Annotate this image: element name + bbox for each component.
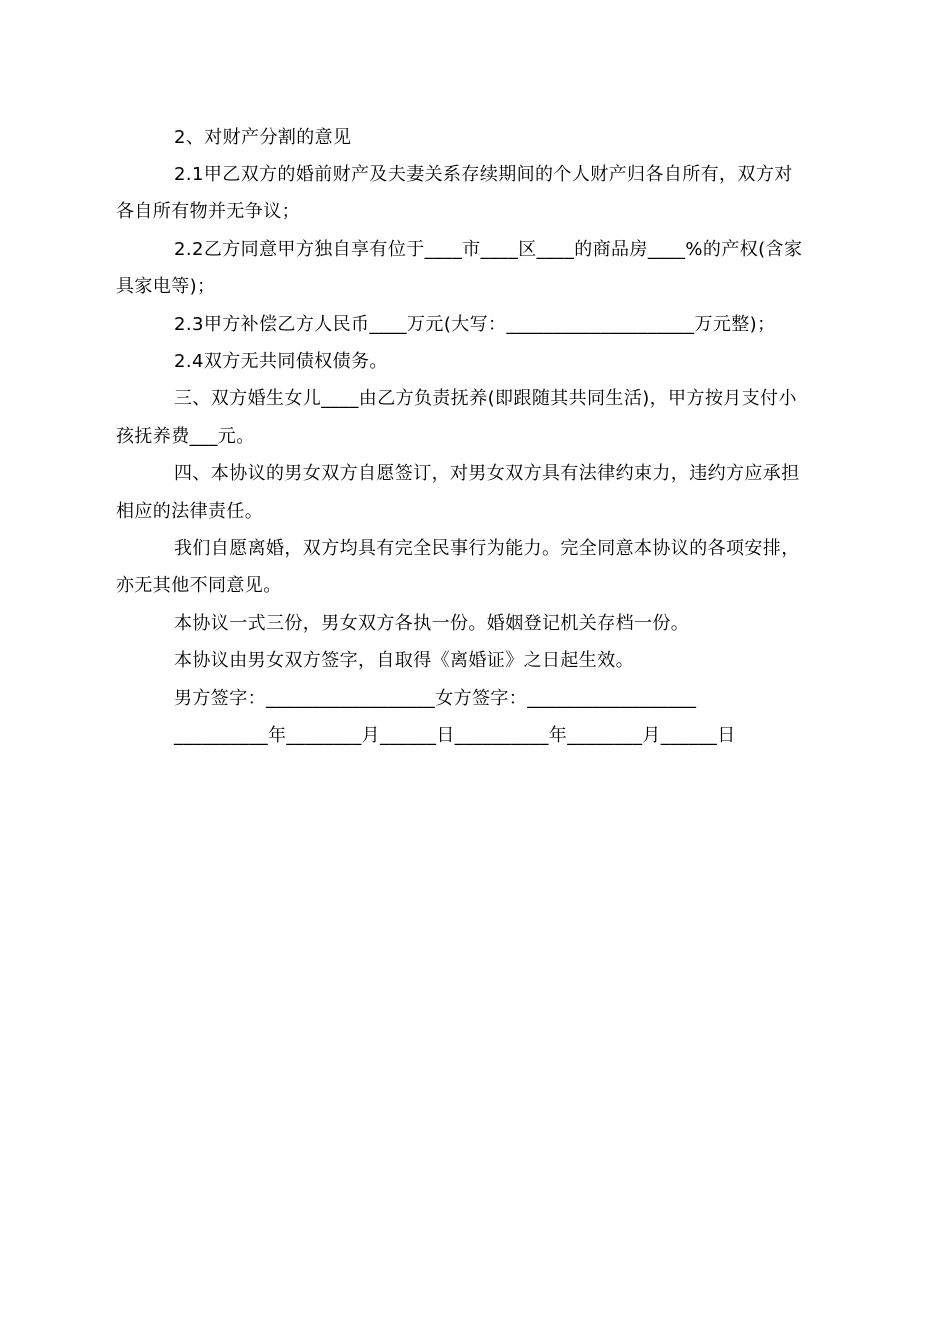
section-heading-property-division: 2、对财产分割的意见 [174, 127, 352, 148]
clause-4-line-2: 相应的法律责任。 [116, 501, 264, 522]
clause-4-line-1: 四、本协议的男女双方自愿签订，对男女双方具有法律约束力，违约方应承担 [174, 463, 800, 484]
date-line: __________年________月______日__________年________月______日 [174, 725, 736, 746]
clause-2-2-line-1: 2.2乙方同意甲方独自享有位于____市____区____的商品房____%的产权(含家 [174, 239, 803, 260]
copies-statement: 本协议一式三份，男女双方各执一份。婚姻登记机关存档一份。 [174, 613, 690, 634]
signature-line: 男方签字：__________________女方签字：__________________ [174, 688, 697, 709]
clause-3-line-2: 孩抚养费___元。 [116, 426, 255, 447]
clause-3-line-1: 三、双方婚生女儿____由乙方负责抚养(即跟随其共同生活)，甲方按月支付小 [174, 388, 797, 409]
effective-statement: 本协议由男女双方签字，自取得《离婚证》之日起生效。 [174, 650, 634, 671]
clause-2-1-line-2: 各自所有物并无争议； [116, 201, 300, 222]
clause-2-3: 2.3甲方补偿乙方人民币____万元(大写：____________________万元整)； [174, 314, 776, 335]
statement-line-1: 我们自愿离婚，双方均具有完全民事行为能力。完全同意本协议的各项安排， [174, 538, 800, 559]
clause-2-1-line-1: 2.1甲乙双方的婚前财产及夫妻关系存续期间的个人财产归各自所有，双方对 [174, 164, 793, 185]
clause-2-2-line-2: 具家电等)； [116, 276, 216, 297]
clause-2-4: 2.4双方无共同债权债务。 [174, 351, 388, 372]
statement-line-2: 亦无其他不同意见。 [116, 575, 282, 596]
